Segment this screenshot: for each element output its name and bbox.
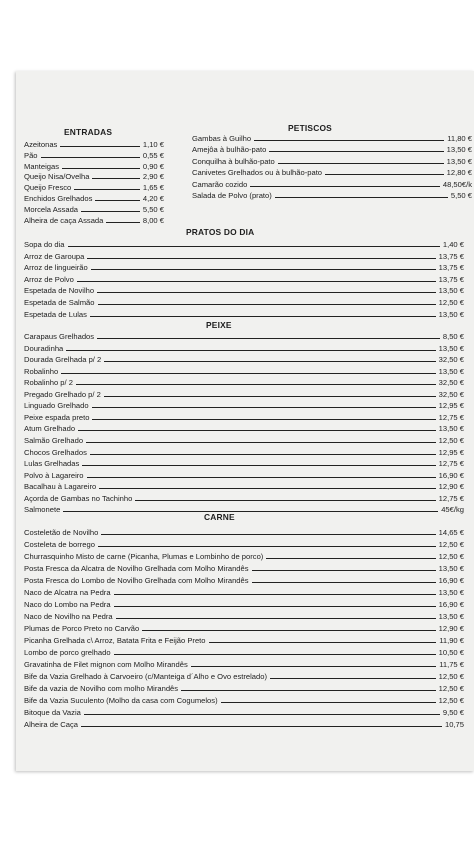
menu-item: [24, 261, 464, 272]
menu-item: [24, 457, 464, 468]
leader-line: [62, 168, 140, 169]
menu-item-price: 12,50 €: [438, 552, 464, 561]
menu-item: [24, 330, 464, 341]
menu-item-name: Naco de Novilho na Pedra: [24, 612, 113, 621]
menu-item-price: 10,75: [444, 720, 464, 729]
leader-line: [266, 558, 435, 559]
menu-item-name: Camarão cozido: [192, 179, 248, 189]
menu-item: [24, 376, 464, 387]
menu-item: [192, 132, 472, 143]
menu-item-price: 11,80 €: [447, 134, 472, 143]
menu-item-price: 12,90 €: [438, 482, 464, 492]
menu-item-name: Plumas de Porco Preto no Carvão: [24, 624, 140, 633]
menu-item-name: Amejôa à bulhão-pato: [192, 145, 267, 155]
menu-item-price: 12,50 €: [438, 672, 464, 681]
menu-item: [24, 170, 164, 181]
leader-line: [81, 726, 442, 727]
menu-item-name: Conquilha à bulhão-pato: [192, 156, 275, 166]
menu-item-price: 13,50 €: [438, 588, 464, 597]
menu-item-name: Polvo à Lagareiro: [24, 470, 84, 480]
leader-line: [209, 642, 437, 643]
leader-line: [101, 534, 435, 535]
menu-item-name: Espetada de Lulas: [24, 309, 87, 319]
menu-item-name: Pão: [24, 150, 38, 160]
leader-line: [97, 292, 436, 293]
leader-line: [106, 222, 140, 223]
menu-item: [24, 353, 464, 364]
menu-item-name: Lombo de porco grelhado: [24, 648, 111, 657]
menu-item-name: Costeletão de Novilho: [24, 528, 99, 537]
peixe-heading: PEIXE: [206, 320, 232, 330]
menu-item-name: Douradinha: [24, 343, 64, 353]
menu-item-name: Alheira de caça Assada: [24, 215, 104, 225]
menu-item-name: Salmonete: [24, 505, 61, 515]
leader-line: [60, 146, 140, 147]
menu-item: [24, 399, 464, 410]
menu-item: [24, 138, 164, 149]
leader-line: [278, 163, 444, 164]
menu-item-price: 13,50 €: [438, 424, 464, 434]
menu-item-price: 13,50 €: [438, 612, 464, 621]
leader-line: [63, 511, 438, 512]
menu-item-name: Linguado Grelhado: [24, 401, 89, 411]
leader-line: [76, 384, 436, 385]
menu-item-price: 13,50 €: [438, 286, 464, 296]
menu-item-price: 11,75 €: [439, 660, 464, 669]
menu-item-name: Bitoque da Vazia: [24, 708, 81, 717]
menu-item: [24, 670, 464, 681]
petiscos-heading: PETISCOS: [288, 123, 332, 133]
menu-item-price: 1,10 €: [142, 140, 164, 149]
menu-item-name: Açorda de Gambas no Tachinho: [24, 493, 133, 503]
menu-item-name: Atum Grelhado: [24, 424, 76, 434]
entradas-heading: ENTRADAS: [64, 127, 113, 137]
menu-item-price: 12,50 €: [438, 684, 464, 693]
menu-item-name: Enchidos Grelhados: [24, 194, 93, 203]
menu-item: [24, 308, 464, 319]
menu-item: [24, 181, 164, 192]
menu-item-price: 13,50 €: [446, 145, 472, 155]
leader-line: [252, 582, 436, 583]
menu-item-price: 13,50 €: [446, 156, 472, 166]
menu-item-price: 32,50 €: [438, 378, 464, 388]
menu-item: [24, 550, 464, 561]
menu-item-name: Arroz de Garoupa: [24, 251, 85, 261]
menu-item-price: 14,65 €: [438, 528, 464, 537]
menu-item-price: 13,75 €: [438, 251, 464, 261]
leader-line: [98, 304, 436, 305]
pratos-do-dia-heading: PRATOS DO DIA: [186, 227, 255, 237]
menu-item-price: 12,80 €: [446, 168, 472, 178]
menu-item-price: 11,90 €: [439, 636, 464, 645]
menu-item-price: 32,50 €: [438, 389, 464, 399]
menu-item-name: Churrasquinho Misto de carne (Picanha, Plumas e Lombinho de porco): [24, 552, 264, 561]
menu-item-name: Queijo Fresco: [24, 183, 72, 193]
leader-line: [90, 454, 436, 455]
menu-item-name: Picanha Grelhada c\ Arroz, Batata Frita e Feijão Preto: [24, 636, 206, 645]
menu-item-name: Queijo Nisa/Ovelha: [24, 172, 90, 182]
menu-item-price: 12,50 €: [438, 435, 464, 445]
menu-item: [24, 562, 464, 573]
leader-line: [66, 350, 435, 351]
menu-item-name: Pregado Grelhado p/ 2: [24, 389, 101, 399]
menu-item-name: Posta Fresca da Alcatra de Novilho Grelhada com Molho Mirandês: [24, 564, 249, 573]
menu-item-price: 13,75 €: [438, 263, 464, 273]
menu-item: [192, 178, 472, 189]
menu-item-price: 2,90 €: [142, 172, 164, 182]
menu-item: [24, 646, 464, 657]
menu-item-name: Arroz de Polvo: [24, 274, 74, 284]
menu-item-price: 1,40 €: [442, 240, 464, 249]
menu-item-name: Gambas à Guilho: [192, 134, 252, 143]
leader-line: [116, 618, 436, 619]
menu-item-name: Costeleta de borrego: [24, 540, 95, 549]
leader-line: [270, 678, 436, 679]
menu-item: [24, 492, 464, 503]
menu-item: [24, 598, 464, 609]
leader-line: [114, 654, 436, 655]
leader-line: [92, 407, 436, 408]
menu-item: [24, 203, 164, 214]
menu-item-price: 12,50 €: [438, 696, 464, 705]
menu-item-name: Salada de Polvo (prato): [192, 191, 272, 200]
menu-item: [24, 273, 464, 284]
menu-item: [24, 149, 164, 160]
menu-item-price: 48,50€/k: [442, 179, 472, 189]
menu-item-name: Chocos Grelhados: [24, 447, 87, 457]
menu-item-price: 16,90 €: [438, 600, 464, 609]
menu-item-name: Canivetes Grelhados ou à bulhão-pato: [192, 168, 323, 178]
menu-item-price: 0,55 €: [142, 150, 164, 160]
leader-line: [275, 197, 448, 198]
leader-line: [41, 157, 140, 158]
leader-line: [269, 151, 443, 152]
menu-item-name: Peixe espada preto: [24, 412, 90, 422]
menu-item: [24, 446, 464, 457]
menu-item-price: 0,90 €: [142, 161, 164, 171]
menu-item-price: 32,50 €: [438, 355, 464, 365]
menu-item-name: Sopa do dia: [24, 240, 65, 249]
menu-item-price: 12,75 €: [438, 493, 464, 503]
leader-line: [254, 140, 444, 141]
menu-item: [24, 469, 464, 480]
menu-item-price: 12,75 €: [438, 412, 464, 422]
menu-item-price: 10,50 €: [438, 648, 464, 657]
menu-item-name: Bacalhau à Lagareiro: [24, 482, 97, 492]
menu-sheet: [16, 71, 474, 771]
leader-line: [142, 630, 435, 631]
leader-line: [99, 488, 435, 489]
menu-item-name: Naco do Lombo na Pedra: [24, 600, 111, 609]
leader-line: [104, 361, 435, 362]
menu-item-price: 13,50 €: [438, 309, 464, 319]
menu-item-name: Azeitonas: [24, 140, 58, 149]
menu-item-name: Morcela Assada: [24, 204, 79, 214]
menu-item: [24, 388, 464, 399]
leader-line: [114, 606, 436, 607]
menu-item: [24, 160, 164, 171]
menu-item: [24, 610, 464, 621]
leader-line: [74, 189, 140, 190]
menu-item: [24, 538, 464, 549]
menu-item-name: Manteigas: [24, 161, 60, 171]
menu-item-price: 5,50 €: [450, 191, 472, 200]
menu-item-name: Robalinho: [24, 366, 59, 376]
menu-item-price: 12,50 €: [438, 540, 464, 549]
leader-line: [87, 477, 436, 478]
menu-item-name: Alheira de Caça: [24, 720, 79, 729]
menu-item-price: 12,50 €: [438, 298, 464, 307]
menu-item: [24, 250, 464, 261]
leader-line: [91, 269, 436, 270]
menu-item: [192, 166, 472, 177]
menu-item: [24, 422, 464, 433]
menu-item-price: 13,75 €: [438, 274, 464, 284]
menu-item-name: Bife da Vazia Suculento (Molho da casa com Cogumelos): [24, 696, 218, 705]
menu-item-price: 12,90 €: [438, 624, 464, 633]
menu-item: [24, 574, 464, 585]
menu-item: [24, 284, 464, 295]
menu-item-price: 9,50 €: [442, 708, 464, 717]
menu-item: [192, 189, 472, 200]
leader-line: [82, 465, 435, 466]
leader-line: [97, 338, 440, 339]
menu-item: [24, 296, 464, 307]
leader-line: [87, 258, 435, 259]
leader-line: [114, 594, 436, 595]
leader-line: [181, 690, 436, 691]
menu-item-name: Gravatinha de Filet mignon com Molho Mirandês: [24, 660, 188, 669]
menu-item-price: 5,50 €: [142, 204, 164, 214]
menu-item-price: 1,65 €: [142, 183, 164, 193]
menu-item: [24, 622, 464, 633]
leader-line: [92, 419, 435, 420]
leader-line: [191, 666, 436, 667]
leader-line: [81, 211, 140, 212]
menu-item-name: Lulas Grelhadas: [24, 459, 80, 469]
leader-line: [61, 373, 435, 374]
leader-line: [135, 500, 435, 501]
menu-item-price: 8,50 €: [442, 332, 464, 341]
menu-item-name: Bife da Vazia Grelhado à Carvoeiro (c/Manteiga d´Alho e Ovo estrelado): [24, 672, 267, 681]
menu-item: [24, 411, 464, 422]
leader-line: [250, 186, 440, 187]
menu-item-name: Posta Fresca do Lombo de Novilho Grelhada com Molho Mirandês: [24, 576, 249, 585]
menu-item-name: Espetada de Salmão: [24, 298, 95, 307]
menu-item: [24, 434, 464, 445]
menu-item: [24, 480, 464, 491]
menu-item-price: 12,95 €: [438, 447, 464, 457]
menu-item: [24, 718, 464, 729]
menu-item: [24, 694, 464, 705]
menu-item-price: 12,75 €: [438, 459, 464, 469]
leader-line: [95, 200, 139, 201]
menu-item: [24, 365, 464, 376]
leader-line: [325, 174, 444, 175]
leader-line: [92, 178, 139, 179]
leader-line: [90, 316, 436, 317]
menu-item: [24, 238, 464, 249]
menu-item: [24, 526, 464, 537]
leader-line: [77, 281, 436, 282]
leader-line: [221, 702, 436, 703]
menu-item-name: Carapaus Grelhados: [24, 332, 95, 341]
leader-line: [104, 396, 436, 397]
menu-item: [24, 658, 464, 669]
menu-item-price: 13,50 €: [438, 564, 464, 573]
menu-item-price: 45€/kg: [441, 505, 464, 515]
menu-item-price: 13,50 €: [438, 366, 464, 376]
menu-item-name: Salmão Grelhado: [24, 435, 84, 445]
menu-item: [24, 586, 464, 597]
menu-item: [24, 682, 464, 693]
leader-line: [84, 714, 440, 715]
leader-line: [78, 430, 436, 431]
menu-item: [24, 192, 164, 203]
menu-item-price: 4,20 €: [142, 194, 164, 203]
carne-heading: CARNE: [204, 512, 235, 522]
menu-item-name: Naco de Alcatra na Pedra: [24, 588, 111, 597]
leader-line: [252, 570, 436, 571]
menu-item-price: 13,50 €: [438, 343, 464, 353]
leader-line: [98, 546, 436, 547]
menu-item: [24, 214, 164, 225]
menu-item-name: Robalinho p/ 2: [24, 378, 73, 388]
menu-item: [24, 634, 464, 645]
menu-item: [24, 342, 464, 353]
menu-item-name: Bife da vazia de Novilho com molho Mirandês: [24, 684, 179, 693]
leader-line: [86, 442, 436, 443]
menu-item-price: 16,90 €: [438, 576, 464, 585]
menu-item-price: 16,90 €: [438, 470, 464, 480]
menu-item: [24, 706, 464, 717]
menu-item-name: Espetada de Novilho: [24, 286, 95, 296]
menu-item: [24, 503, 464, 514]
menu-item-price: 8,00 €: [142, 215, 164, 225]
menu-item: [192, 143, 472, 154]
leader-line: [68, 246, 440, 247]
menu-item-name: Arroz de lingueirão: [24, 263, 88, 273]
menu-item: [192, 155, 472, 166]
menu-item-name: Dourada Grelhada p/ 2: [24, 355, 102, 365]
menu-item-price: 12,95 €: [438, 401, 464, 411]
